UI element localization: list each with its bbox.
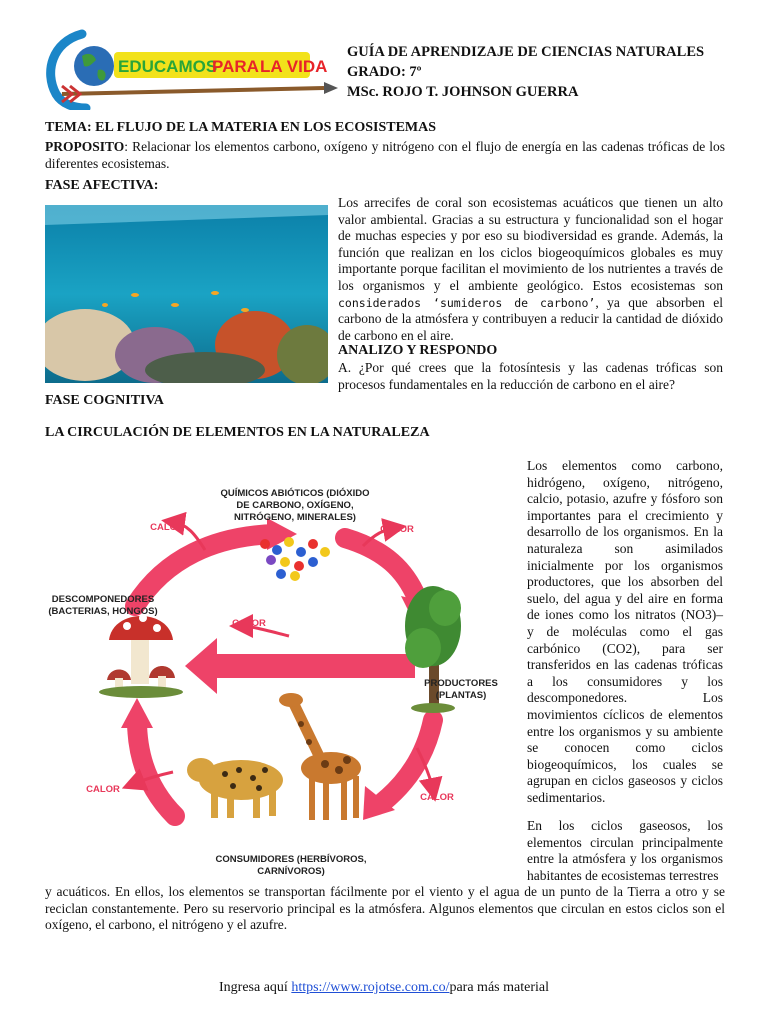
- abiotic-label-3: NITRÓGENO, MINERALES): [234, 512, 356, 523]
- gaseous-cycles-paragraph: En los ciclos gaseosos, los elementos circulan principalmente entre la atmósfera y los organismos habitantes de ecosistemas terrestres: [527, 818, 723, 883]
- heat-label-top-left: CALOR: [150, 522, 184, 533]
- circulation-heading: LA CIRCULACIÓN DE ELEMENTOS EN LA NATURALEZA: [45, 425, 430, 440]
- header-subject: GUÍA DE APRENDIZAJE DE CIENCIAS NATURALES: [347, 44, 705, 60]
- carbon-sinks-phrase: considerados ‘sumideros de carbono’: [338, 295, 596, 310]
- gaseous-cycles-continuation: y acuáticos. En ellos, los elementos se transportan fácilmente por el viento y el agua de un punto de la Tierra a otro y se reciclan constantemente. Pero su reservorio principal es la atmósfera. Algunos elementos que circulan en estos ciclos son el oxígeno, el carbono, el nitrógeno y el azufre.: [45, 884, 725, 933]
- purpose-text: : Relacionar los elementos carbono, oxígeno y nitrógeno con el flujo de energía en las cadenas tróficas de los diferentes ecosistemas.: [45, 139, 725, 171]
- consumers-label-2: CARNÍVOROS): [257, 866, 325, 877]
- footer-prefix: Ingresa aquí: [219, 980, 292, 995]
- affective-phase-heading: FASE AFECTIVA:: [45, 178, 159, 193]
- header-teacher: MSc. ROJO T. JOHNSON GUERRA: [347, 84, 579, 100]
- producers-to-decomposers-arrow: [185, 638, 415, 694]
- leopard-icon: [187, 758, 283, 818]
- elements-paragraph: Los elementos como carbono, hidrógeno, oxígeno, nitrógeno, calcio, potasio, azufre y fósforo son importantes para el crecimiento y desarrollo de los organismos. En la naturaleza son asimilados inicialmente por los organismos productores, que los absorben del suelo, del agua y del aire en forma de iones como los nitratos (NO3)– y de moléculas como el gas carbónico (CO2), para ser transferidos en las cadenas tróficas a los consumidores y los descomponedores. Los movimientos cíclicos de elementos entre los organismos y su ambiente se conocen como ciclos biogeoquímicos, los cuales se agrupan en ciclos gaseosos y ciclos sedimentarios.: [527, 458, 723, 805]
- educamos-para-la-vida-logo: [42, 28, 338, 110]
- consumers-label-1: CONSUMIDORES (HERBÍVOROS,: [215, 854, 367, 865]
- header-grade: GRADO: 7º: [347, 64, 422, 80]
- heat-label-center: CALOR: [232, 618, 266, 629]
- question-a: A. ¿Por qué crees que la fotosíntesis y las cadenas tróficas son procesos fundamentales en la reducción de carbono en el aire?: [338, 360, 723, 392]
- heat-label-bottom-left: CALOR: [86, 784, 120, 795]
- mushroom-icon: [99, 614, 183, 698]
- coral-reef-paragraph: [338, 195, 723, 344]
- abiotic-label-2: DE CARBONO, OXÍGENO,: [236, 500, 354, 511]
- producers-label-1: PRODUCTORES: [424, 678, 498, 689]
- svg-text:PARA: PARA: [212, 57, 259, 76]
- analyze-respond-heading: ANALIZO Y RESPONDO: [338, 343, 498, 358]
- heat-label-bottom-right: CALOR: [420, 792, 454, 803]
- coral-text-a: Los arrecifes de coral son ecosistemas acuáticos que tienen un alto valor ambiental. Gracias a su estructura y funcionalidad son el hogar de muchas especies y por eso su biodiversidad es grande. Además, la función que realizan en los ciclos biogeoquímicos globales es muy importante porque facilitan el movimiento de los nutrientes a través de los organismos y el ambiente geológico. Estos ecosistemas son: [338, 195, 723, 293]
- globe-icon: [74, 46, 114, 86]
- svg-text:EDUCAMOS: EDUCAMOS: [118, 57, 218, 76]
- topic-heading: TEMA: EL FLUJO DE LA MATERIA EN LOS ECOSISTEMAS: [45, 120, 437, 135]
- heat-label-top-right: CALOR: [380, 524, 414, 535]
- footer: [0, 980, 768, 996]
- biogeochemical-cycle-diagram: [45, 458, 515, 886]
- coral-text-b: , ya que absorben el carbono de la atmósfera y contribuyen a reducir la cantidad de dióxido de carbono en el aire.: [338, 294, 723, 343]
- footer-suffix: para más material: [449, 980, 549, 995]
- decomposers-label-1: DESCOMPONEDORES: [51, 594, 155, 605]
- giraffe-icon: [279, 693, 361, 820]
- decomposers-label-2: (BACTERIAS, HONGOS): [48, 606, 158, 617]
- purpose-label: PROPOSITO: [45, 139, 125, 154]
- coral-reef-image: [45, 205, 328, 383]
- producers-label-2: (PLANTAS): [435, 690, 487, 701]
- abiotic-label-1: QUÍMICOS ABIÓTICOS (DIÓXIDO: [220, 488, 370, 499]
- purpose-paragraph: [45, 139, 725, 172]
- svg-text:LA VIDA: LA VIDA: [260, 57, 328, 76]
- cognitive-phase-heading: FASE COGNITIVA: [45, 393, 164, 408]
- website-link[interactable]: https://www.rojotse.com.co/: [291, 980, 450, 995]
